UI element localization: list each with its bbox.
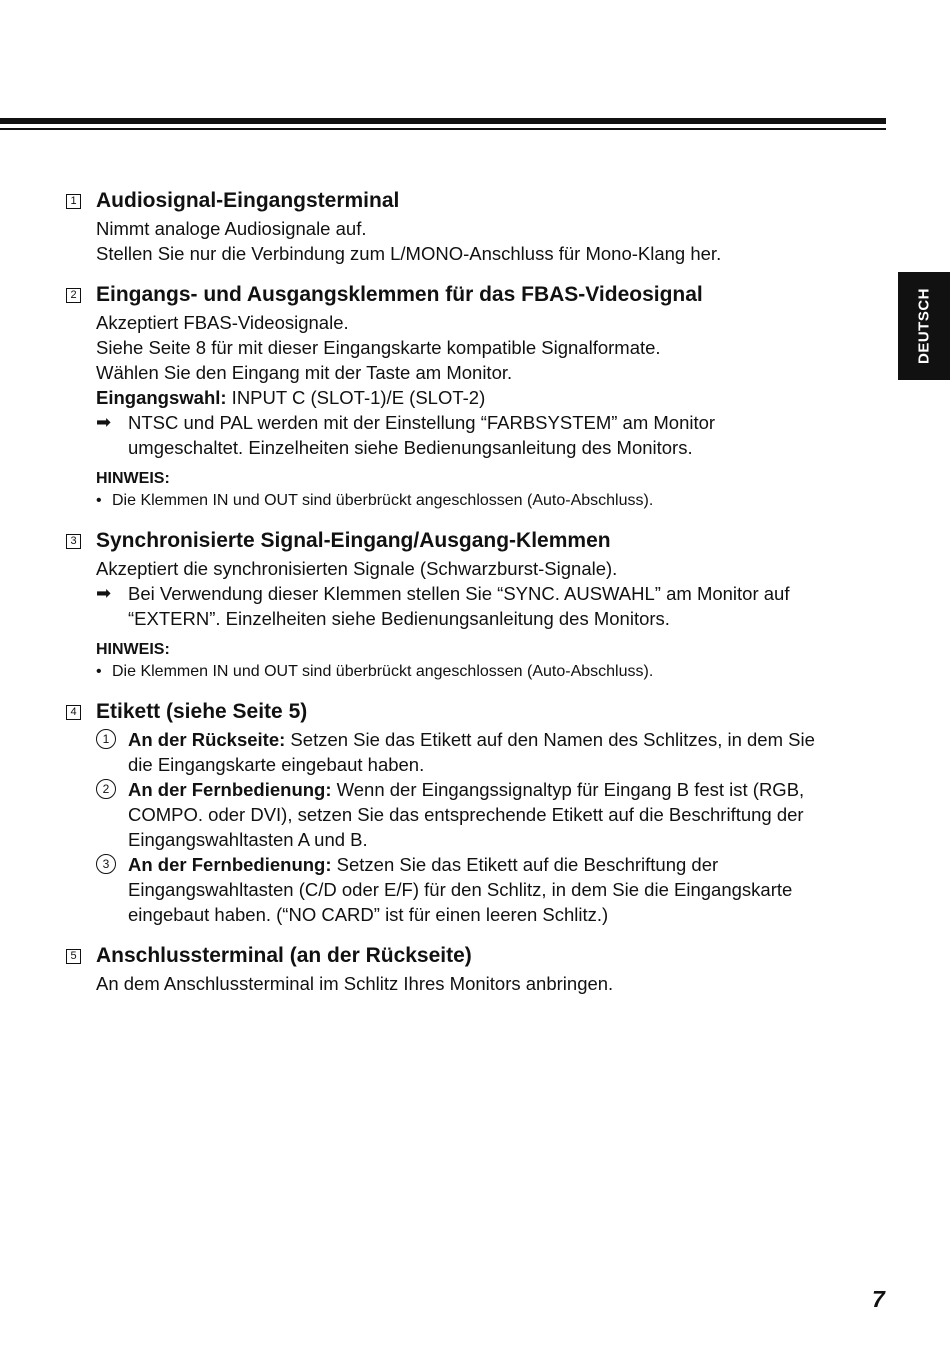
section-5 — [66, 941, 886, 996]
body-line: Stellen Sie nur die Verbindung zum L/MONO-Anschluss für Mono-Klang her. — [96, 243, 722, 264]
body-line: Nimmt analoge Audiosignale auf. — [96, 218, 367, 239]
section-number-box: 3 — [66, 534, 81, 549]
language-tab — [898, 272, 950, 380]
note-item — [96, 490, 886, 512]
item-text: die Eingangskarte eingebaut haben. — [128, 754, 425, 775]
item-text: Wenn der Eingangssignaltyp für Eingang B fest ist (RGB, — [331, 779, 805, 800]
body-line: Akzeptiert die synchronisierten Signale (Schwarzburst-Signale). — [96, 558, 618, 579]
item-text: eingebaut haben. (“NO CARD” ist für einen leeren Schlitz.) — [128, 904, 609, 925]
arrow-note-line: “EXTERN”. Einzelheiten siehe Bedienungsanleitung des Monitors. — [128, 608, 670, 629]
input-select-line — [96, 385, 886, 410]
right-arrow-icon: ➡ — [96, 412, 112, 432]
input-select-label: Eingangswahl: — [96, 387, 227, 408]
body-line: Siehe Seite 8 für mit dieser Eingangskarte kompatible Signalformate. — [96, 337, 661, 358]
arrow-note-line: NTSC und PAL werden mit der Einstellung “FARBSYSTEM” am Monitor — [128, 412, 716, 433]
section-number-box: 5 — [66, 949, 81, 964]
item-label: An der Fernbedienung: — [128, 854, 332, 875]
page-number: 7 — [872, 1286, 885, 1312]
item-label: An der Fernbedienung: — [128, 779, 332, 800]
item-text: Setzen Sie das Etikett auf die Beschriftung der — [331, 854, 719, 875]
section-number-box: 1 — [66, 194, 81, 209]
bullet-icon: • — [96, 492, 102, 509]
body-line: Wählen Sie den Eingang mit der Taste am Monitor. — [96, 362, 513, 383]
note-item-text: Die Klemmen IN und OUT sind überbrückt angeschlossen (Auto-Abschluss). — [112, 492, 654, 509]
numbered-item — [96, 852, 886, 927]
numbered-item — [96, 777, 886, 852]
circled-number: 1 — [96, 729, 116, 749]
section-title: Anschlussterminal (an der Rückseite) — [96, 944, 472, 967]
item-label: An der Rückseite: — [128, 729, 286, 750]
note-item — [96, 661, 886, 683]
note-heading: HINWEIS: — [96, 470, 170, 487]
section-number-box: 4 — [66, 705, 81, 720]
numbered-item — [96, 727, 886, 777]
note-item-text: Die Klemmen IN und OUT sind überbrückt angeschlossen (Auto-Abschluss). — [112, 663, 654, 680]
section-title: Eingangs- und Ausgangsklemmen für das FBAS-Videosignal — [96, 283, 703, 306]
body-line: Akzeptiert FBAS-Videosignale. — [96, 312, 349, 333]
right-arrow-icon: ➡ — [96, 583, 112, 603]
item-text: Setzen Sie das Etikett auf den Namen des Schlitzes, in dem Sie — [285, 729, 815, 750]
arrow-note — [96, 581, 886, 631]
header-rule-thin — [0, 128, 886, 130]
arrow-note-line: umgeschaltet. Einzelheiten siehe Bedienungsanleitung des Monitors. — [128, 437, 693, 458]
header-rule-thick — [0, 118, 886, 124]
arrow-note-line: Bei Verwendung dieser Klemmen stellen Sie “SYNC. AUSWAHL” am Monitor auf — [128, 583, 790, 604]
section-4 — [66, 697, 886, 927]
item-text: Eingangswahltasten A und B. — [128, 829, 368, 850]
bullet-icon: • — [96, 663, 102, 680]
note-heading: HINWEIS: — [96, 641, 170, 658]
section-3 — [66, 526, 886, 683]
body-line: An dem Anschlussterminal im Schlitz Ihres Monitors anbringen. — [96, 973, 614, 994]
input-select-value: INPUT C (SLOT-1)/E (SLOT-2) — [226, 387, 486, 408]
page-content — [66, 186, 886, 1010]
section-title: Synchronisierte Signal-Eingang/Ausgang-Klemmen — [96, 529, 611, 552]
section-number-box: 2 — [66, 288, 81, 303]
section-title: Audiosignal-Eingangsterminal — [96, 189, 400, 212]
arrow-note — [96, 410, 886, 460]
section-title: Etikett (siehe Seite 5) — [96, 700, 308, 723]
item-text: COMPO. oder DVI), setzen Sie das entsprechende Etikett auf die Beschriftung der — [128, 804, 804, 825]
circled-number: 2 — [96, 779, 116, 799]
item-text: Eingangswahltasten (C/D oder E/F) für den Schlitz, in dem Sie die Eingangskarte — [128, 879, 793, 900]
section-1 — [66, 186, 886, 266]
circled-number: 3 — [96, 854, 116, 874]
language-tab-label: DEUTSCH — [915, 287, 933, 365]
section-2 — [66, 280, 886, 512]
